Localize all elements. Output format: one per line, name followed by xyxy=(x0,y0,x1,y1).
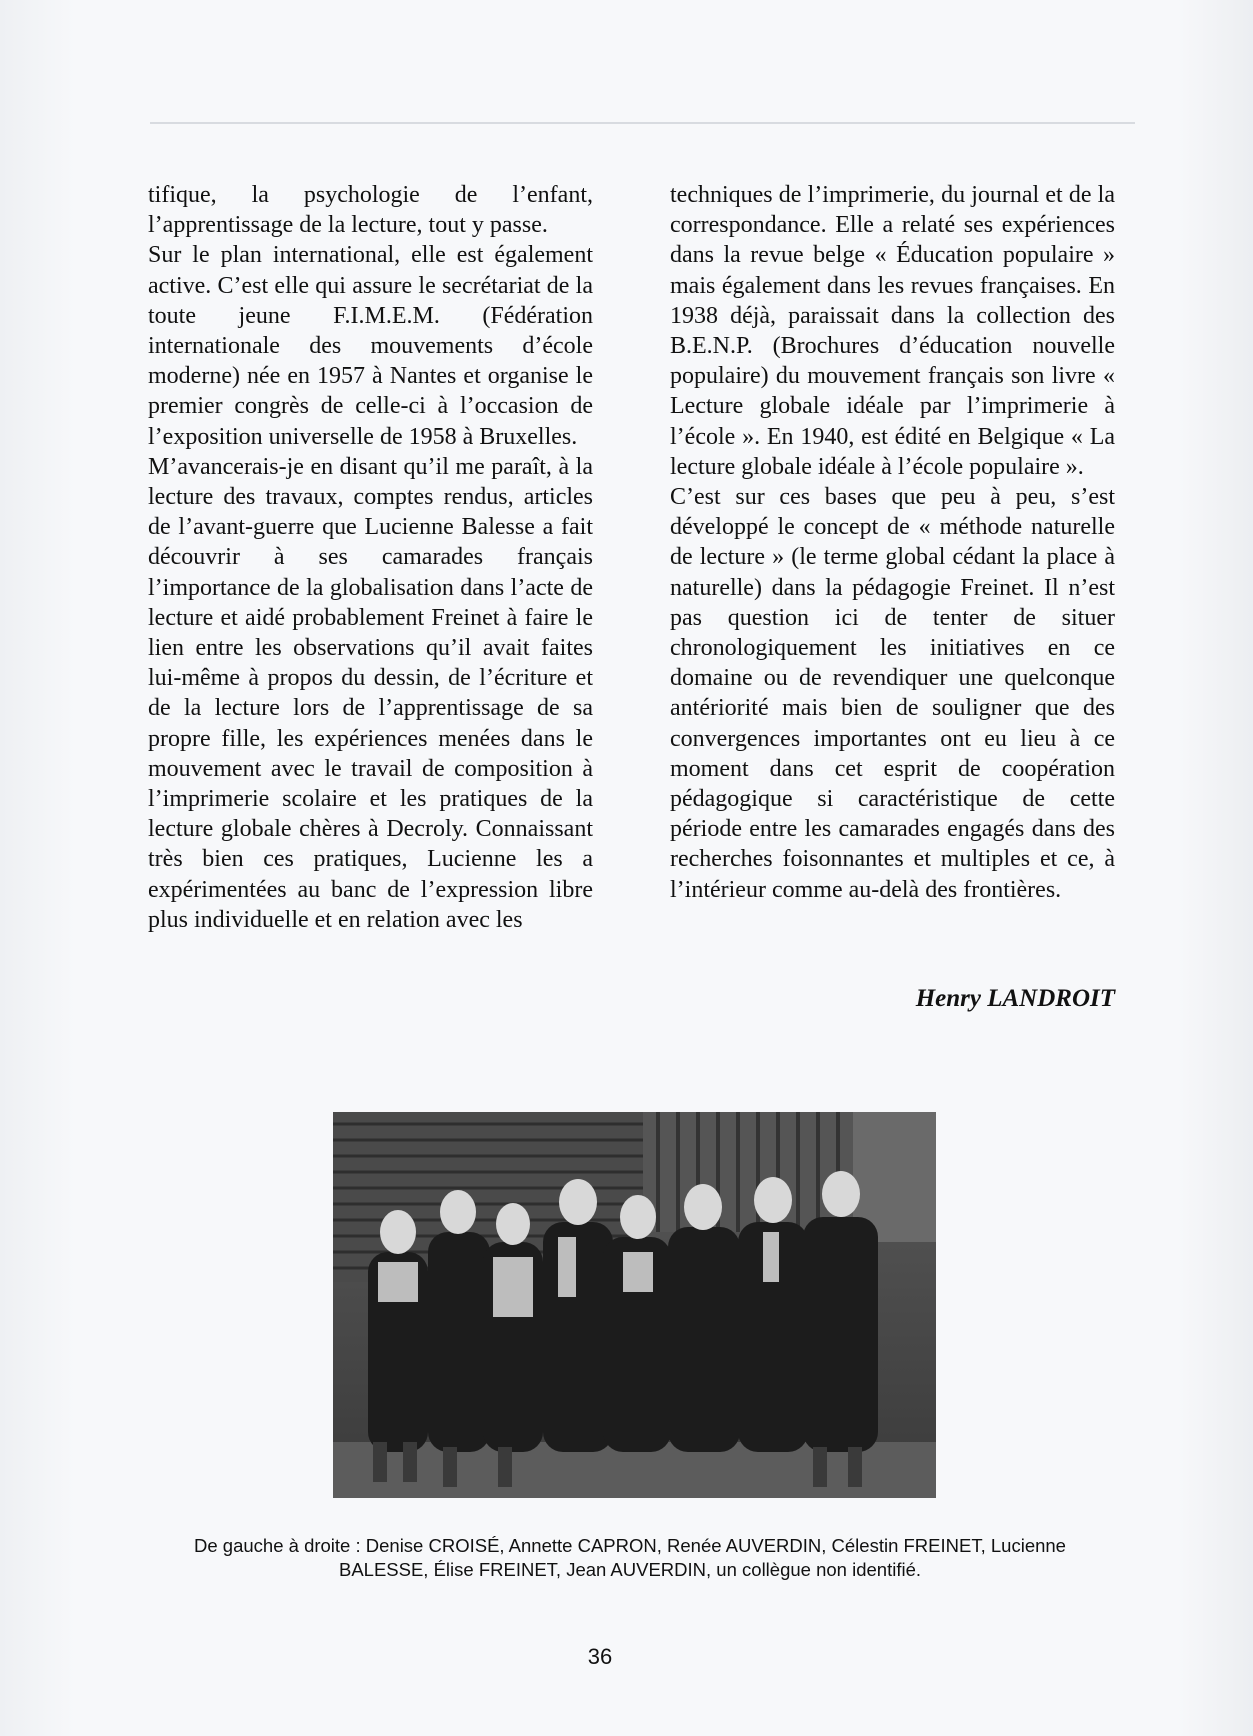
group-photo xyxy=(333,1112,936,1498)
bleed-through-rule xyxy=(150,122,1135,124)
caption-line: De gauche à droite : Denise CROISÉ, Annette CAPRON, Renée AUVERDIN, Célestin FREINET, Lucienne xyxy=(194,1535,1066,1556)
author-signature: Henry LANDROIT xyxy=(915,985,1115,1012)
left-column xyxy=(148,180,593,935)
group-photo-image xyxy=(333,1112,936,1498)
page-number: 36 xyxy=(587,1644,613,1669)
caption-line: BALESSE, Élise FREINET, Jean AUVERDIN, un collègue non identifié. xyxy=(338,1559,921,1580)
paragraph: Sur le plan international, elle est également active. C’est elle qui assure le secrétariat de la toute jeune F.I.M.E.M. (Fédération internationale des mouvements d’école moderne) née en 1957 à Nantes et organise le premier congrès de celle-ci à l’occasion de l’exposition universelle de 1958 à Bruxelles. xyxy=(148,242,593,450)
photo-caption xyxy=(150,1534,1110,1582)
paragraph: tifique, la psychologie de l’enfant, l’apprentissage de la lecture, tout y passe. xyxy=(148,182,593,239)
paragraph: techniques de l’imprimerie, du journal et de la correspondance. Elle a relaté ses expériences dans la revue belge « Éducation populaire » mais également dans les revues françaises. En 1938 déjà, paraissait dans la collection des B.E.N.P. (Brochures d’éducation nouvelle populaire) du mouvement français son livre « Lecture globale idéale par l’imprimerie à l’école ». En 1940, est édité en Belgique « La lecture globale idéale à l’école populaire ». xyxy=(670,182,1115,480)
paragraph: M’avancerais-je en disant qu’il me paraît, à la lecture des travaux, comptes rendus, articles de l’avant-guerre que Lucienne Balesse a fait découvrir à ses camarades français l’importance de la globalisation dans l’acte de lecture et aidé probablement Freinet à faire le lien entre les observations qu’il avait faites lui-même à propos du dessin, de l’écriture et de la lecture lors de l’apprentissage de sa propre fille, les expériences menées dans le mouvement avec le travail de composition à l’imprimerie scolaire et les pratiques de la lecture globale chères à Decroly. Connaissant très bien ces pratiques, Lucienne les a expérimentées au banc de l’expression libre plus individuelle et en relation avec les xyxy=(148,453,593,933)
right-column xyxy=(670,180,1115,905)
paragraph: C’est sur ces bases que peu à peu, s’est développé le concept de « méthode naturelle de lecture » (le terme global cédant la place à naturelle) dans la pédagogie Freinet. Il n’est pas question ici de tenter de situer chronologiquement les initiatives en ce domaine ou de revendiquer une quelconque antériorité mais bien de souligner que des convergences importantes ont eu lieu à ce moment dans cet esprit de coopération pédagogique si caractéristique de cette période entre les camarades engagés dans des recherches foisonnantes et multiples et ce, à l’intérieur comme au-delà des frontières. xyxy=(670,484,1115,903)
